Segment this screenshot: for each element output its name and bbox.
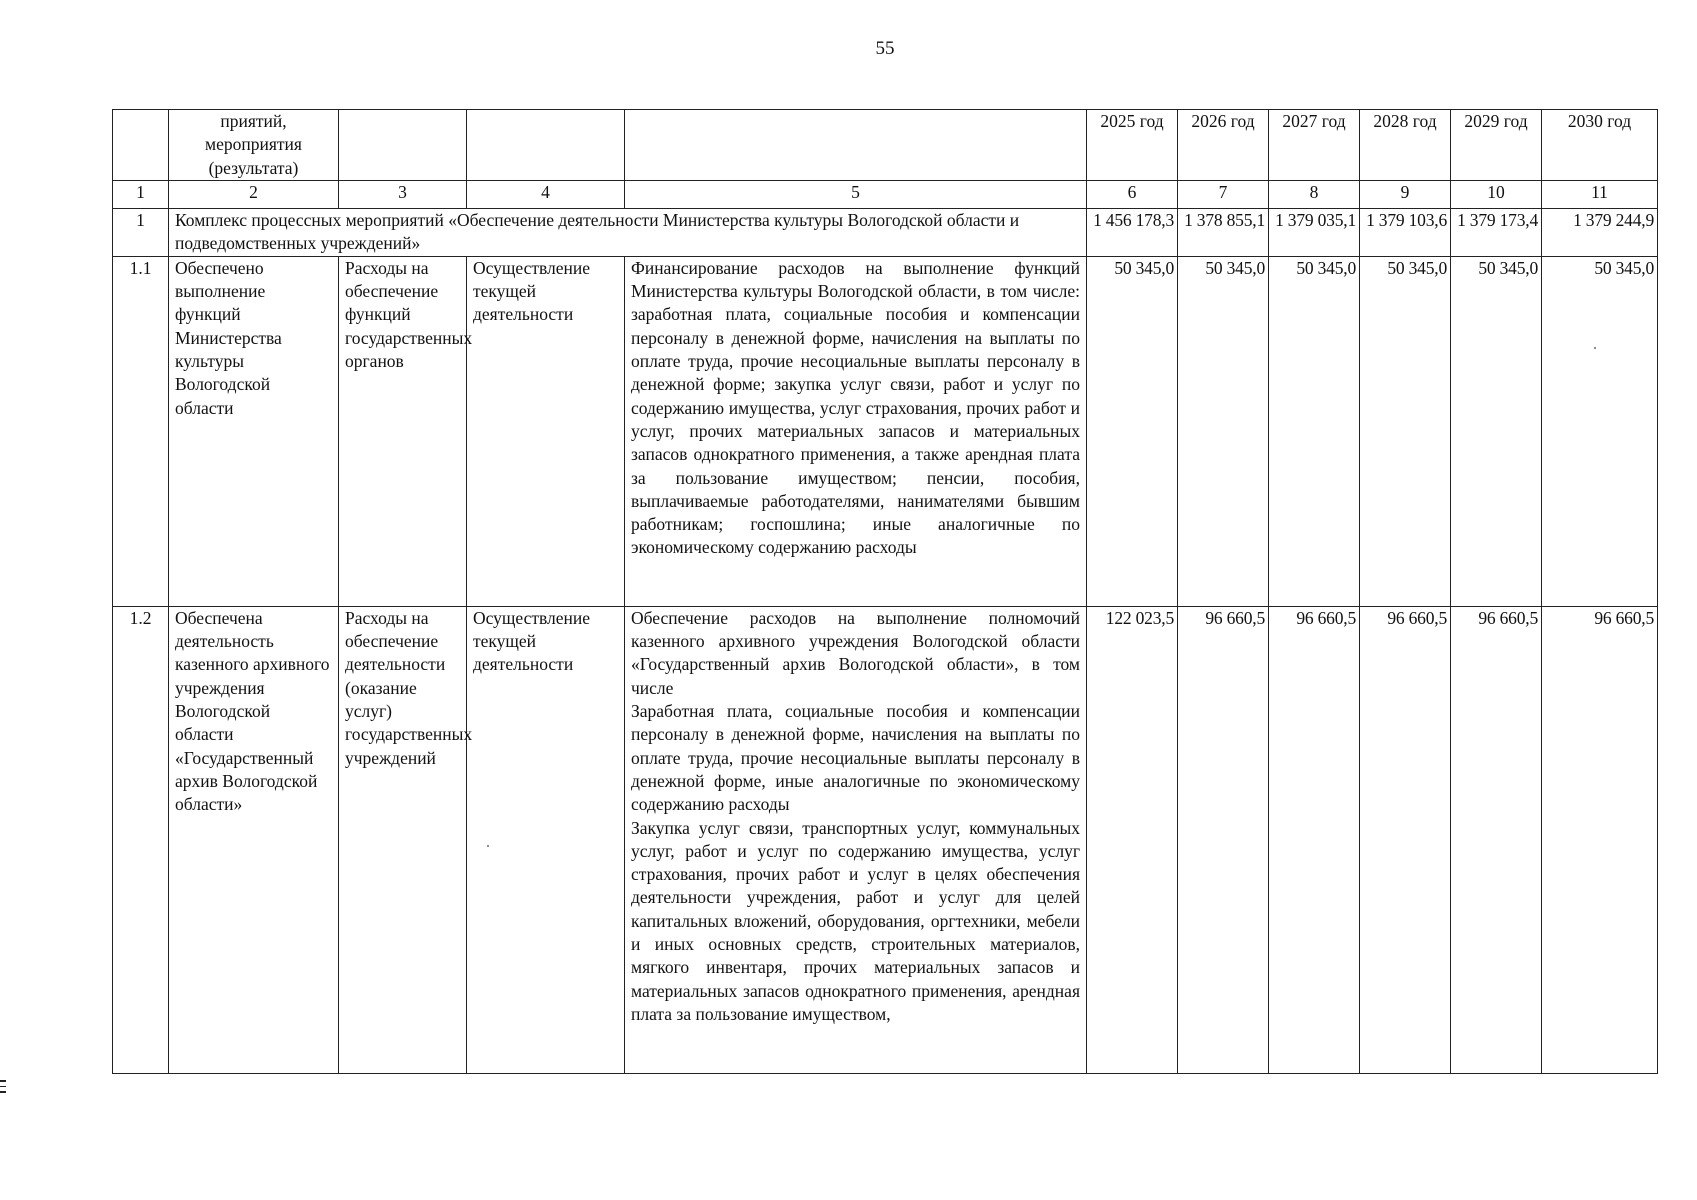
complex-title: Комплекс процессных мероприятий «Обеспечение деятельности Министерства культуры Вологодской области и подведомственных учреждений» [169, 208, 1087, 256]
amount-cell: 1 379 244,9 [1542, 208, 1658, 256]
amount-cell: 96 660,5 [1451, 606, 1542, 1073]
amount-cell: 1 379 173,4 [1451, 208, 1542, 256]
result-cell: Обеспечена деятельность казенного архивного учреждения Вологодской области «Государственный архив Вологодской области» [169, 606, 339, 1073]
row-number: 1.2 [113, 606, 169, 1073]
amount-cell: 50 345,0 [1542, 256, 1658, 606]
table-row [113, 606, 1658, 1073]
header-year: 2028 год [1360, 110, 1451, 181]
header-year: 2027 год [1269, 110, 1360, 181]
description-paragraph: Обеспечение расходов на выполнение полномочий казенного архивного учреждения Вологодской области «Государственный архив Вологодской области», в том числе [631, 607, 1080, 698]
amount-cell: 50 345,0 [1451, 256, 1542, 606]
amount-cell: 50 345,0 [1178, 256, 1269, 606]
description-paragraph: Финансирование расходов на выполнение функций Министерства культуры Вологодской области, в том числе: заработная плата, социальные пособия и компенсации персоналу в денежной форме, начисления на выплаты по оплате труда, прочие несоциальные выплаты персоналу в денежной форме; закупка услуг связи, работ и услуг по содержанию имущества, услуг страхования, прочих работ и услуг, прочих материальных запасов и материальных запасов однократного применения, а также арендная плата за пользование имуществом; пенсии, пособия, выплачиваемые работодателями, нанимателями бывшим работникам; госпошлина; иные аналогичные по экономическому содержанию расходы [631, 257, 1080, 558]
header-year: 2025 год [1087, 110, 1178, 181]
header-row [113, 110, 1658, 181]
amount-cell: 96 660,5 [1360, 606, 1451, 1073]
header-col2-text: приятий, мероприятия (результата) [169, 110, 339, 181]
amount-cell: 1 378 855,1 [1178, 208, 1269, 256]
column-number: 4 [467, 180, 625, 208]
amount-cell: 1 379 103,6 [1360, 208, 1451, 256]
header-year: 2030 год [1542, 110, 1658, 181]
amount-cell: 96 660,5 [1178, 606, 1269, 1073]
amount-cell: 50 345,0 [1269, 256, 1360, 606]
column-number: 7 [1178, 180, 1269, 208]
budget-table [112, 109, 1658, 1074]
description-paragraph: Заработная плата, социальные пособия и компенсации персоналу в денежной форме, начисления на выплаты по оплате труда, прочие несоциальные выплаты персоналу в денежной форме, иные аналогичные по экономическому содержанию расходы [631, 701, 1080, 815]
column-number: 11 [1542, 180, 1658, 208]
table-row [113, 208, 1658, 256]
amount-cell: 50 345,0 [1360, 256, 1451, 606]
column-number: 10 [1451, 180, 1542, 208]
scan-speck [487, 845, 489, 847]
page-number: 55 [875, 38, 895, 59]
amount-cell: 1 379 035,1 [1269, 208, 1360, 256]
expense-type-cell: Расходы на обеспечение деятельности (оказание услуг) государственных учреждений [339, 606, 467, 1073]
column-number: 9 [1360, 180, 1451, 208]
column-number: 3 [339, 180, 467, 208]
column-number: 1 [113, 180, 169, 208]
column-number: 2 [169, 180, 339, 208]
header-year: 2026 год [1178, 110, 1269, 181]
activity-cell: Осуществление текущей деятельности [467, 606, 625, 1073]
description-cell [625, 606, 1087, 1073]
scan-margin-marks [0, 1080, 6, 1097]
row-number: 1 [113, 208, 169, 256]
column-number: 5 [625, 180, 1087, 208]
amount-cell: 96 660,5 [1542, 606, 1658, 1073]
header-year: 2029 год [1451, 110, 1542, 181]
row-number: 1.1 [113, 256, 169, 606]
amount-cell: 122 023,5 [1087, 606, 1178, 1073]
table-row [113, 256, 1658, 606]
description-cell [625, 256, 1087, 606]
result-cell: Обеспечено выполнение функций Министерства культуры Вологодской области [169, 256, 339, 606]
amount-cell: 96 660,5 [1269, 606, 1360, 1073]
scan-speck [1594, 347, 1596, 349]
amount-cell: 1 456 178,3 [1087, 208, 1178, 256]
column-number: 8 [1269, 180, 1360, 208]
activity-cell: Осуществление текущей деятельности [467, 256, 625, 606]
amount-cell: 50 345,0 [1087, 256, 1178, 606]
column-number: 6 [1087, 180, 1178, 208]
description-paragraph: Закупка услуг связи, транспортных услуг, коммунальных услуг, работ и услуг по содержанию имущества, услуг страхования, прочих работ и услуг в целях обеспечения деятельности учреждения, работ и услуг для целей капитальных вложений, оборудования, оргтехники, мебели и иных основных средств, строительных материалов, мягкого инвентаря, прочих материальных запасов и материальных запасов однократного применения, арендная плата за пользование имуществом, [631, 817, 1080, 1024]
column-number-row [113, 180, 1658, 208]
expense-type-cell: Расходы на обеспечение функций государственных органов [339, 256, 467, 606]
